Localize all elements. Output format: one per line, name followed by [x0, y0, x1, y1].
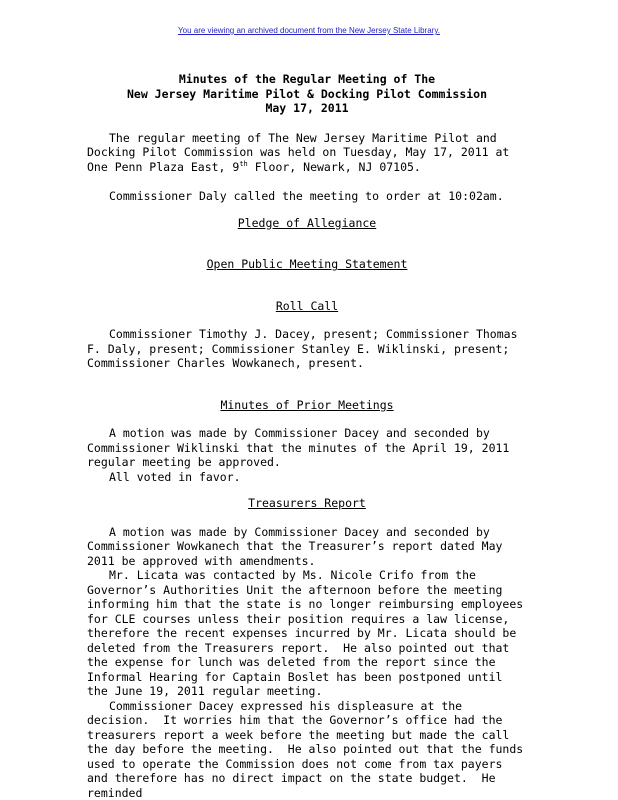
intro-text: The regular meeting of The New Jersey Maritime Pilot and Docking Pilot Commission was held on Tuesday, May 17, 2011 at One Penn Plaza East, 9 [87, 130, 517, 174]
treasurers-licata-paragraph: Mr. Licata was contacted by Ms. Nicole Crifo from the Governor’s Authorities Unit the afternoon before the meeting informing him that the state is no longer reimbursing employees for CLE courses unless their position requires a law license, therefore the recent expenses incurred by Mr. Licata should be deleted from the Treasurers report. He also pointed out that the expense for lunch was deleted from the report since the Informal Hearing for Captain Boslet has been postponed until the June 19, 2011 regular meeting. [87, 568, 531, 698]
heading-open-meeting: Open Public Meeting Statement [206, 257, 408, 271]
roll-call-paragraph: Commissioner Timothy J. Dacey, present; Commissioner Thomas F. Daly, present; Commissioner Stanley E. Wiklinski, present; Commissioner Charles Wowkanech, present. [87, 327, 525, 370]
document-page [87, 72, 531, 800]
heading-treasurers: Treasurers Report [248, 496, 366, 510]
treasurers-dacey-paragraph: Commissioner Dacey expressed his displeasure at the decision. It worries him that the Governor’s office had the treasurers report a week before the meeting but made the call the day before the meeting. He also pointed out that the funds used to operate the Commission does not come from tax payers and therefore has no direct impact on the state budget. He reminded [87, 698, 531, 800]
minutes-motion: A motion was made by Commissioner Dacey and seconded by Commissioner Wiklinski that the minutes of the April 19, 2011 regular meeting be approved. [87, 426, 517, 469]
treasurers-motion: A motion was made by Commissioner Dacey and seconded by Commissioner Wowkanech that the Treasurer’s report dated May 2011 be approved with amendments. [87, 524, 510, 568]
title-line-2: New Jersey Maritime Pilot & Docking Pilot Commission [126, 86, 488, 101]
intro-text-end: Floor, Newark, NJ 07105. [247, 159, 421, 174]
heading-minutes-prior: Minutes of Prior Meetings [220, 397, 394, 412]
call-to-order: Commissioner Daly called the meeting to order at 10:02am. [109, 189, 504, 203]
intro-paragraph [87, 131, 527, 175]
heading-roll-call: Roll Call [275, 298, 339, 313]
archive-banner-link[interactable]: You are viewing an archived document from the New Jersey State Library. [178, 26, 440, 35]
heading-pledge: Pledge of Allegiance [237, 215, 377, 230]
title-line-3: May 17, 2011 [265, 101, 349, 115]
title-line-1: Minutes of the Regular Meeting of The [178, 72, 436, 86]
intro-superscript: th [239, 159, 248, 168]
minutes-vote: All voted in favor. [109, 469, 241, 484]
